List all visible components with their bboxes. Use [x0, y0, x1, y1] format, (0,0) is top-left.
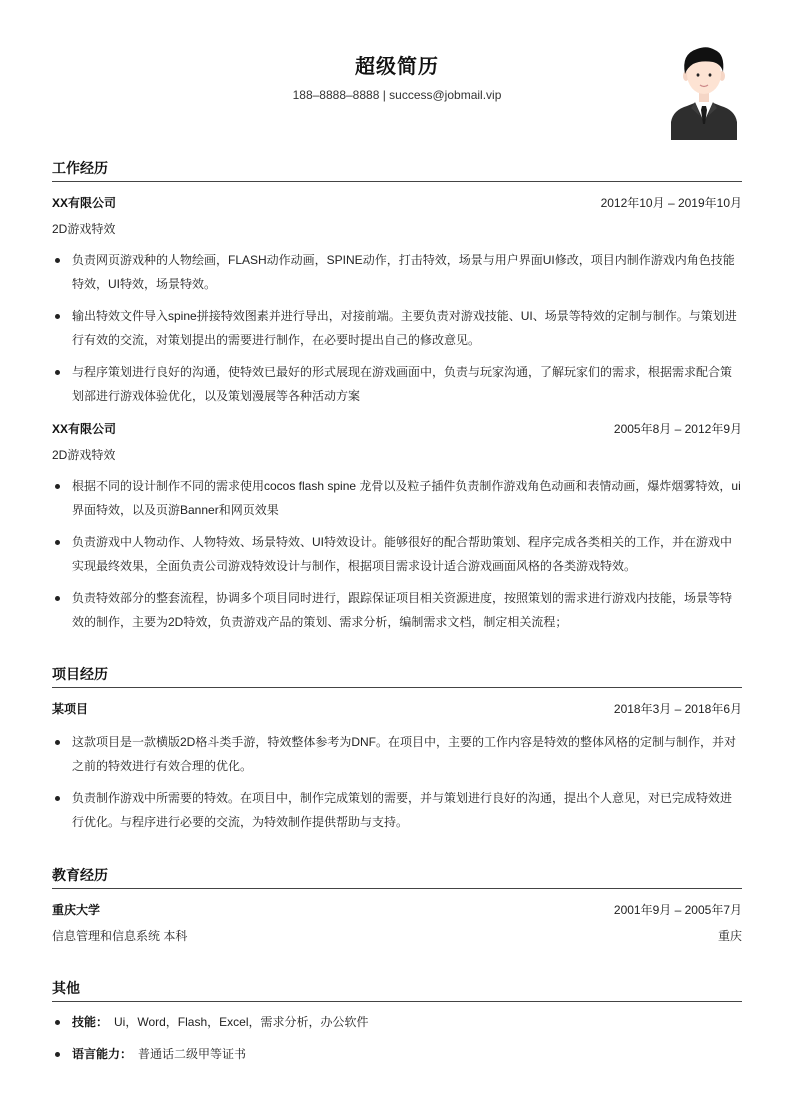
item-label: 语言能力：	[72, 1047, 133, 1061]
item-value: Ui，Word，Flash，Excel，需求分析，办公软件	[114, 1015, 369, 1029]
resume-header	[0, 0, 794, 140]
school-name: 重庆大学	[52, 903, 101, 917]
list-item: 负责游戏中人物动作、人物特效、场景特效、UI特效设计。能够很好的配合帮助策划、程序完成各类相关的工作，并在游戏中实现最终效果，全面负责公司游戏特效设计与制作，根据项目需求设计适合游戏画面风格的各类游戏特效。	[52, 530, 742, 578]
work-entry-1-bullets	[52, 248, 742, 408]
list-item	[52, 1010, 742, 1034]
avatar	[669, 44, 739, 140]
company-name: XX有限公司	[52, 422, 117, 436]
location: 重庆	[717, 929, 742, 943]
contact-info: 188–8888–8888 | success@jobmail.vip	[292, 88, 502, 102]
date-range: 2018年3月 – 2018年6月	[613, 702, 742, 716]
other-section	[52, 978, 742, 1074]
project-experience-section	[52, 664, 742, 842]
work-entry-2-head	[52, 416, 742, 442]
list-item: 这款项目是一款横版2D格斗类手游，特效整体参考为DNF。在项目中，主要的工作内容是特效的整体风格的定制与制作，并对之前的特效进行有效合理的优化。	[52, 730, 742, 778]
list-item: 负责制作游戏中所需要的特效。在项目中，制作完成策划的需要，并与策划进行良好的沟通，提出个人意见，对已完成特效进行优化。与程序进行必要的交流，为特效制作提供帮助与支持。	[52, 786, 742, 834]
project-entry-head	[52, 696, 742, 722]
company-name: XX有限公司	[52, 196, 117, 210]
education-section	[52, 865, 742, 949]
resume-name: 超级简历	[355, 56, 439, 78]
item-label: 技能：	[72, 1015, 109, 1029]
list-item: 与程序策划进行良好的沟通，使特效已最好的形式展现在游戏画面中，负责与玩家沟通，了解玩家们的需求，根据需求配合策划部进行游戏体验优化，以及策划漫展等各种活动方案	[52, 360, 742, 408]
education-entry-head	[52, 897, 742, 923]
date-range: 2012年10月 – 2019年10月	[600, 196, 742, 210]
list-item: 负责网页游戏种的人物绘画，FLASH动作动画，SPINE动作，打击特效，场景与用户界面UI修改，项目内制作游戏内角色技能特效，UI特效，场景特效。	[52, 248, 742, 296]
date-range: 2005年8月 – 2012年9月	[613, 422, 742, 436]
other-items	[52, 1010, 742, 1066]
project-entry-bullets	[52, 730, 742, 834]
list-item: 输出特效文件导入spine拼接特效图素并进行导出，对接前端。主要负责对游戏技能、UI、场景等特效的定制与制作。与策划进行有效的交流，对策划提出的需要进行制作，在必要时提出自己的修改意见。	[52, 304, 742, 352]
work-entry-1-head	[52, 190, 742, 216]
work-experience-section	[52, 158, 742, 642]
project-name: 某项目	[52, 702, 89, 716]
work-entry-2-bullets	[52, 474, 742, 634]
item-value: 普通话二级甲等证书	[138, 1047, 247, 1061]
list-item: 根据不同的设计制作不同的需求使用cocos flash spine 龙骨以及粒子插件负责制作游戏角色动画和表情动画，爆炸烟雾特效，ui界面特效，以及页游Banner和网页效果	[52, 474, 742, 522]
date-range: 2001年9月 – 2005年7月	[613, 903, 742, 917]
major-degree: 信息管理和信息系统 本科	[52, 929, 188, 943]
section-title-education: 教育经历	[52, 865, 742, 889]
list-item	[52, 1042, 742, 1066]
education-detail	[52, 923, 742, 949]
section-title-project: 项目经历	[52, 664, 742, 688]
section-title-work: 工作经历	[52, 158, 742, 182]
list-item: 负责特效部分的整套流程，协调多个项目同时进行，跟踪保证项目相关资源进度，按照策划的需求进行游戏内技能，场景等特效的制作，主要为2D特效，负责游戏产品的策划、需求分析，编制需求文档，制定相关流程；	[52, 586, 742, 634]
job-role: 2D游戏特效	[52, 222, 116, 236]
section-title-other: 其他	[52, 978, 742, 1002]
job-role: 2D游戏特效	[52, 448, 116, 462]
